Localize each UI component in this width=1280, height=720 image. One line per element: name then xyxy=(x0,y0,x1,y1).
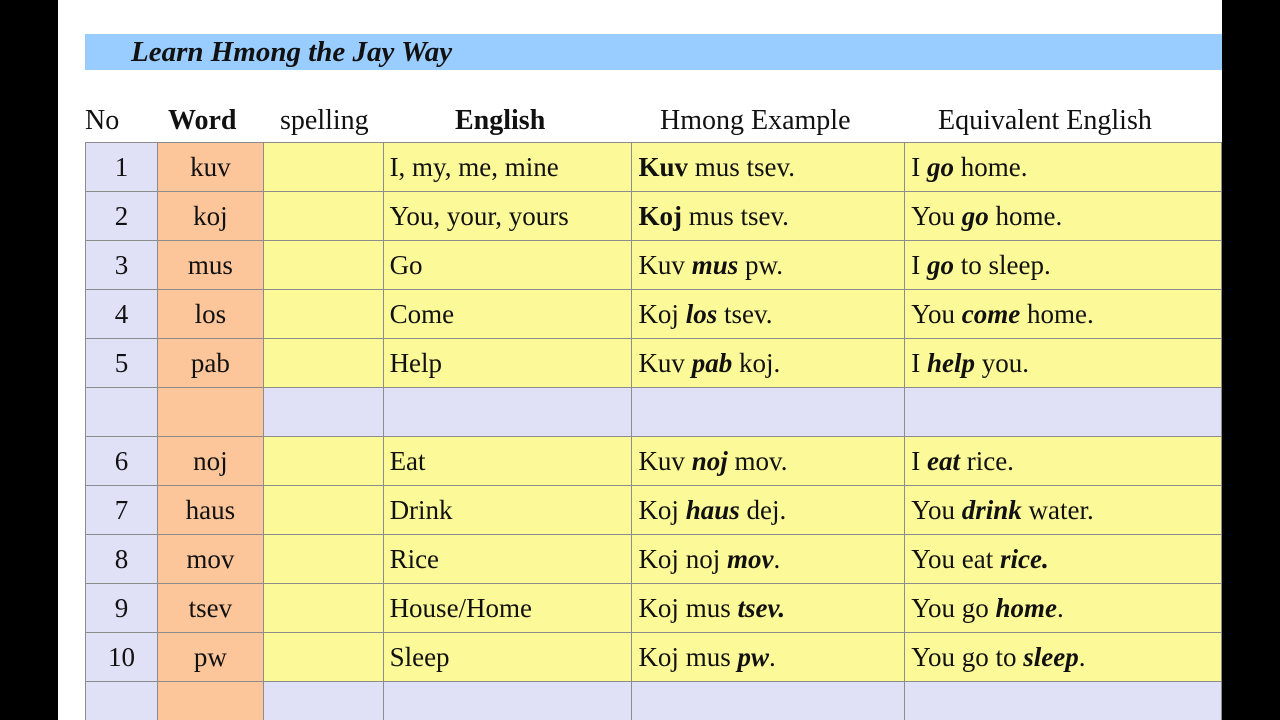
sentence-text: koj. xyxy=(732,347,781,378)
sentence-text: . xyxy=(768,641,776,672)
sentence-text: I xyxy=(911,151,927,182)
hmong-example xyxy=(632,584,905,633)
highlighted-word: mus xyxy=(691,249,739,280)
sentence-text: I xyxy=(911,249,927,280)
empty-cell xyxy=(905,388,1222,437)
document-page xyxy=(58,0,1222,720)
empty-cell xyxy=(263,388,383,437)
sentence-text: . xyxy=(1057,592,1064,623)
english-meaning: Come xyxy=(383,290,632,339)
hmong-example xyxy=(632,633,905,682)
sentence-text: I xyxy=(911,347,927,378)
page-title: Learn Hmong the Jay Way xyxy=(131,36,453,68)
hmong-example xyxy=(632,241,905,290)
header-english: English xyxy=(455,105,546,136)
column-headers xyxy=(85,105,1222,141)
english-meaning: Sleep xyxy=(383,633,632,682)
equivalent-english xyxy=(905,192,1222,241)
spelling-cell xyxy=(263,584,383,633)
empty-cell xyxy=(905,682,1222,720)
sentence-text: Koj noj xyxy=(638,543,727,574)
highlighted-word: noj xyxy=(691,445,728,476)
sentence-text: mus tsev. xyxy=(687,151,795,182)
equivalent-english xyxy=(905,143,1222,192)
hmong-word: pab xyxy=(157,339,263,388)
sentence-text: home. xyxy=(988,200,1063,231)
table-row xyxy=(86,290,1222,339)
spelling-cell xyxy=(263,339,383,388)
table-row xyxy=(86,143,1222,192)
sentence-text: You go xyxy=(911,592,996,623)
sentence-text: Kuv xyxy=(638,249,692,280)
row-number: 2 xyxy=(86,192,158,241)
row-number: 9 xyxy=(86,584,158,633)
english-meaning: I, my, me, mine xyxy=(383,143,632,192)
empty-cell xyxy=(263,682,383,720)
equivalent-english xyxy=(905,486,1222,535)
separator-row xyxy=(86,388,1222,437)
highlighted-word: help xyxy=(926,347,975,378)
english-meaning: Drink xyxy=(383,486,632,535)
sentence-text: You xyxy=(911,494,962,525)
empty-cell xyxy=(86,388,158,437)
spelling-cell xyxy=(263,241,383,290)
sentence-text: You go to xyxy=(911,641,1024,672)
sentence-text: Koj mus xyxy=(638,592,738,623)
table-row xyxy=(86,339,1222,388)
highlighted-word: Kuv xyxy=(638,151,688,182)
hmong-example xyxy=(632,192,905,241)
hmong-word: mus xyxy=(157,241,263,290)
empty-cell xyxy=(157,388,263,437)
hmong-example xyxy=(632,290,905,339)
empty-cell xyxy=(86,682,158,720)
highlighted-word: go xyxy=(961,200,989,231)
hmong-example xyxy=(632,486,905,535)
english-meaning: House/Home xyxy=(383,584,632,633)
row-number: 5 xyxy=(86,339,158,388)
hmong-example xyxy=(632,143,905,192)
separator-row xyxy=(86,682,1222,720)
table-row xyxy=(86,633,1222,682)
equivalent-english xyxy=(905,633,1222,682)
row-number: 1 xyxy=(86,143,158,192)
spelling-cell xyxy=(263,633,383,682)
english-meaning: Eat xyxy=(383,437,632,486)
sentence-text: dej. xyxy=(739,494,787,525)
vocabulary-table xyxy=(85,142,1222,720)
row-number: 7 xyxy=(86,486,158,535)
row-number: 3 xyxy=(86,241,158,290)
empty-cell xyxy=(157,682,263,720)
highlighted-word: go xyxy=(926,151,954,182)
equivalent-english xyxy=(905,339,1222,388)
header-equivalent-english: Equivalent English xyxy=(938,105,1152,136)
empty-cell xyxy=(383,682,632,720)
sentence-text: Koj mus xyxy=(638,641,738,672)
highlighted-word: drink xyxy=(961,494,1022,525)
title-bar xyxy=(85,34,1222,70)
sentence-text: mov. xyxy=(727,445,788,476)
table-row xyxy=(86,192,1222,241)
sentence-text: home. xyxy=(1020,298,1094,329)
highlighted-word: sleep xyxy=(1023,641,1079,672)
sentence-text: You xyxy=(911,200,962,231)
highlighted-word: mov xyxy=(726,543,774,574)
english-meaning: Go xyxy=(383,241,632,290)
hmong-word: koj xyxy=(157,192,263,241)
sentence-text: Koj xyxy=(638,298,686,329)
sentence-text: mus tsev. xyxy=(681,200,789,231)
highlighted-word: come xyxy=(961,298,1021,329)
spelling-cell xyxy=(263,192,383,241)
english-meaning: You, your, yours xyxy=(383,192,632,241)
header-spelling: spelling xyxy=(280,105,369,136)
equivalent-english xyxy=(905,584,1222,633)
hmong-word: tsev xyxy=(157,584,263,633)
hmong-word: pw xyxy=(157,633,263,682)
row-number: 8 xyxy=(86,535,158,584)
highlighted-word: tsev. xyxy=(737,592,786,623)
sentence-text: rice. xyxy=(959,445,1014,476)
highlighted-word: rice. xyxy=(999,543,1049,574)
sentence-text: . xyxy=(773,543,781,574)
table-row xyxy=(86,584,1222,633)
header-word: Word xyxy=(168,105,237,136)
table-row xyxy=(86,241,1222,290)
sentence-text: home. xyxy=(953,151,1028,182)
hmong-word: haus xyxy=(157,486,263,535)
table-row xyxy=(86,437,1222,486)
sentence-text: tsev. xyxy=(717,298,773,329)
highlighted-word: Koj xyxy=(638,200,682,231)
highlighted-word: eat xyxy=(926,445,960,476)
header-hmong-example: Hmong Example xyxy=(660,105,851,136)
spelling-cell xyxy=(263,290,383,339)
hmong-word: mov xyxy=(157,535,263,584)
hmong-example xyxy=(632,339,905,388)
highlighted-word: los xyxy=(685,298,718,329)
sentence-text: to sleep. xyxy=(953,249,1051,280)
table-row xyxy=(86,486,1222,535)
sentence-text: . xyxy=(1078,641,1086,672)
hmong-example xyxy=(632,437,905,486)
hmong-example xyxy=(632,535,905,584)
english-meaning: Help xyxy=(383,339,632,388)
empty-cell xyxy=(383,388,632,437)
sentence-text: Kuv xyxy=(638,445,692,476)
sentence-text: pw. xyxy=(738,249,783,280)
sentence-text: I xyxy=(911,445,927,476)
table-row xyxy=(86,535,1222,584)
equivalent-english xyxy=(905,290,1222,339)
sentence-text: water. xyxy=(1021,494,1094,525)
sentence-text: Kuv xyxy=(638,347,692,378)
hmong-word: noj xyxy=(157,437,263,486)
empty-cell xyxy=(632,388,905,437)
spelling-cell xyxy=(263,486,383,535)
empty-cell xyxy=(632,682,905,720)
equivalent-english xyxy=(905,241,1222,290)
equivalent-english xyxy=(905,437,1222,486)
equivalent-english xyxy=(905,535,1222,584)
spelling-cell xyxy=(263,535,383,584)
highlighted-word: haus xyxy=(685,494,740,525)
sentence-text: you. xyxy=(974,347,1029,378)
row-number: 6 xyxy=(86,437,158,486)
highlighted-word: pw xyxy=(737,641,769,672)
spelling-cell xyxy=(263,143,383,192)
highlighted-word: home xyxy=(995,592,1058,623)
english-meaning: Rice xyxy=(383,535,632,584)
highlighted-word: pab xyxy=(691,347,733,378)
header-no: No xyxy=(85,105,120,136)
hmong-word: los xyxy=(157,290,263,339)
sentence-text: You eat xyxy=(911,543,1000,574)
hmong-word: kuv xyxy=(157,143,263,192)
row-number: 4 xyxy=(86,290,158,339)
sentence-text: You xyxy=(911,298,962,329)
spelling-cell xyxy=(263,437,383,486)
sentence-text: Koj xyxy=(638,494,686,525)
highlighted-word: go xyxy=(926,249,954,280)
row-number: 10 xyxy=(86,633,158,682)
